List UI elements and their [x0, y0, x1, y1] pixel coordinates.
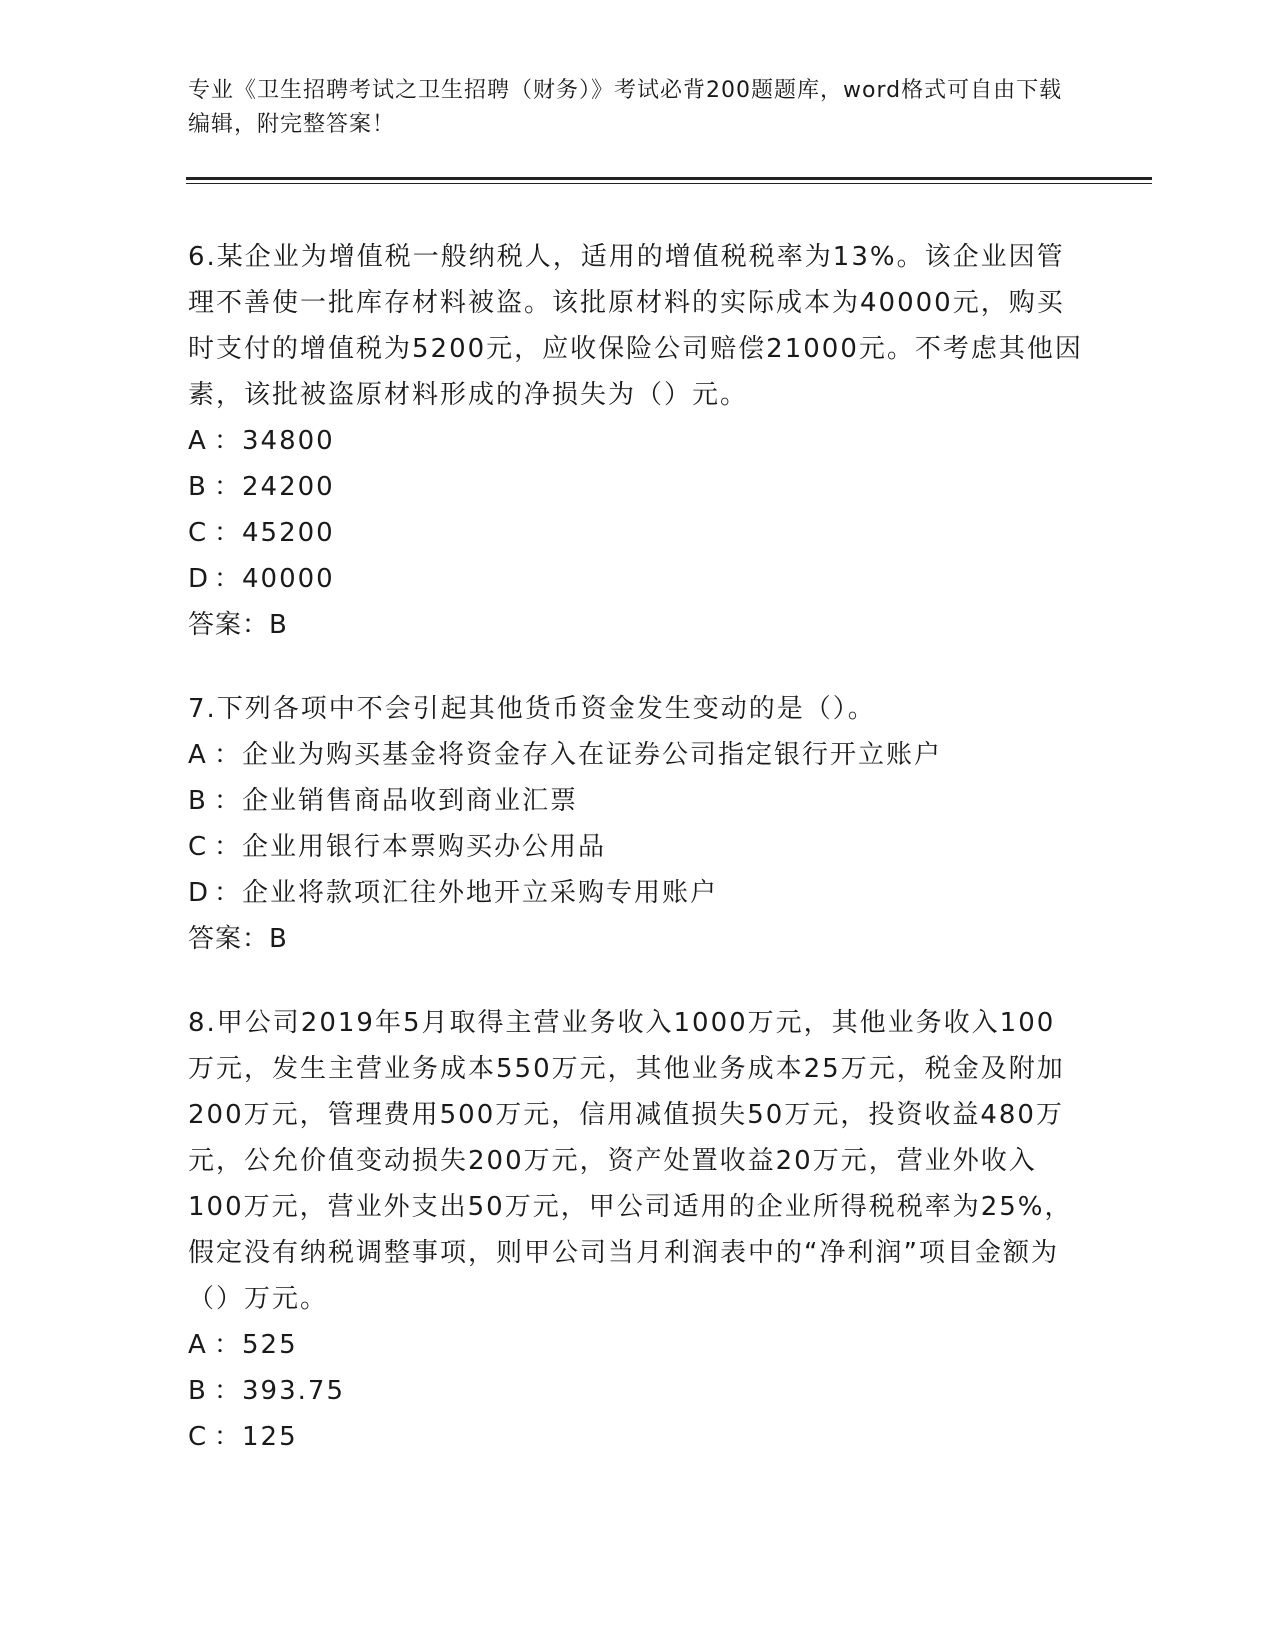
option-separator: ： [214, 1422, 243, 1452]
option-text: 45200 [242, 518, 335, 548]
option-b [188, 464, 1083, 510]
option-text: 企业销售商品收到商业汇票 [242, 786, 579, 816]
option-letter: C [188, 1422, 209, 1452]
option-a [188, 418, 1083, 464]
option-a [188, 1322, 1083, 1368]
option-letter: B [188, 472, 208, 502]
option-separator: ： [214, 832, 243, 862]
option-text: 34800 [242, 426, 335, 456]
option-text: 24200 [242, 472, 335, 502]
option-d [188, 870, 1083, 916]
question-stem: 6.某企业为增值税一般纳税人，适用的增值税税率为13%。该企业因管理不善使一批库存材料被盗。该批原材料的实际成本为40000元，购买时支付的增值税为5200元，应收保险公司赔偿21000元。不考虑其他因素，该批被盗原材料形成的净损失为（）元。 [188, 242, 1083, 410]
option-separator: ： [214, 564, 243, 594]
option-b [188, 778, 1083, 824]
document-intro: 专业《卫生招聘考试之卫生招聘（财务）》考试必背200题题库，word格式可自由下载编辑，附完整答案！ [188, 78, 1063, 137]
option-letter: A [188, 1330, 208, 1360]
answer-line: 答案：B [188, 924, 288, 954]
option-separator: ： [214, 1330, 243, 1360]
option-text: 企业将款项汇往外地开立采购专用账户 [242, 878, 719, 908]
option-separator: ： [214, 878, 243, 908]
question-stem: 7.下列各项中不会引起其他货币资金发生变动的是（）。 [188, 694, 876, 724]
question-list [188, 234, 1083, 1498]
option-separator: ： [214, 472, 243, 502]
option-letter: B [188, 1376, 208, 1406]
option-letter: C [188, 832, 209, 862]
option-text: 40000 [242, 564, 335, 594]
option-text: 125 [242, 1422, 298, 1452]
option-text: 企业为购买基金将资金存入在证券公司指定银行开立账户 [242, 740, 943, 770]
option-letter: A [188, 426, 208, 456]
option-c [188, 510, 1083, 556]
header-divider-thick [186, 177, 1152, 180]
header-divider-thin [186, 183, 1152, 184]
question-6 [188, 234, 1083, 648]
option-text: 393.75 [242, 1376, 345, 1406]
option-separator: ： [214, 786, 243, 816]
option-letter: B [188, 786, 208, 816]
option-text: 企业用银行本票购买办公用品 [242, 832, 607, 862]
option-separator: ： [214, 426, 243, 456]
option-c [188, 824, 1083, 870]
option-b [188, 1368, 1083, 1414]
option-separator: ： [214, 1376, 243, 1406]
option-c [188, 1414, 1083, 1460]
option-a [188, 732, 1083, 778]
question-stem: 8.甲公司2019年5月取得主营业务收入1000万元，其他业务收入100万元，发生主营业务成本550万元，其他业务成本25万元，税金及附加200万元，管理费用500万元，信用减值损失50万元，投资收益480万元，公允价值变动损失200万元，资产处置收益20万元，营业外收入100万元，营业外支出50万元，甲公司适用的企业所得税税率为25%，假定没有纳税调整事项，则甲公司当月利润表中的“净利润”项目金额为（）万元。 [188, 1008, 1073, 1314]
option-d [188, 556, 1083, 602]
option-letter: D [188, 878, 211, 908]
option-letter: C [188, 518, 209, 548]
answer-line: 答案：B [188, 610, 288, 640]
question-8 [188, 1000, 1083, 1460]
option-separator: ： [214, 740, 243, 770]
question-7 [188, 686, 1083, 962]
option-separator: ： [214, 518, 243, 548]
option-text: 525 [242, 1330, 298, 1360]
option-letter: D [188, 564, 211, 594]
option-letter: A [188, 740, 208, 770]
